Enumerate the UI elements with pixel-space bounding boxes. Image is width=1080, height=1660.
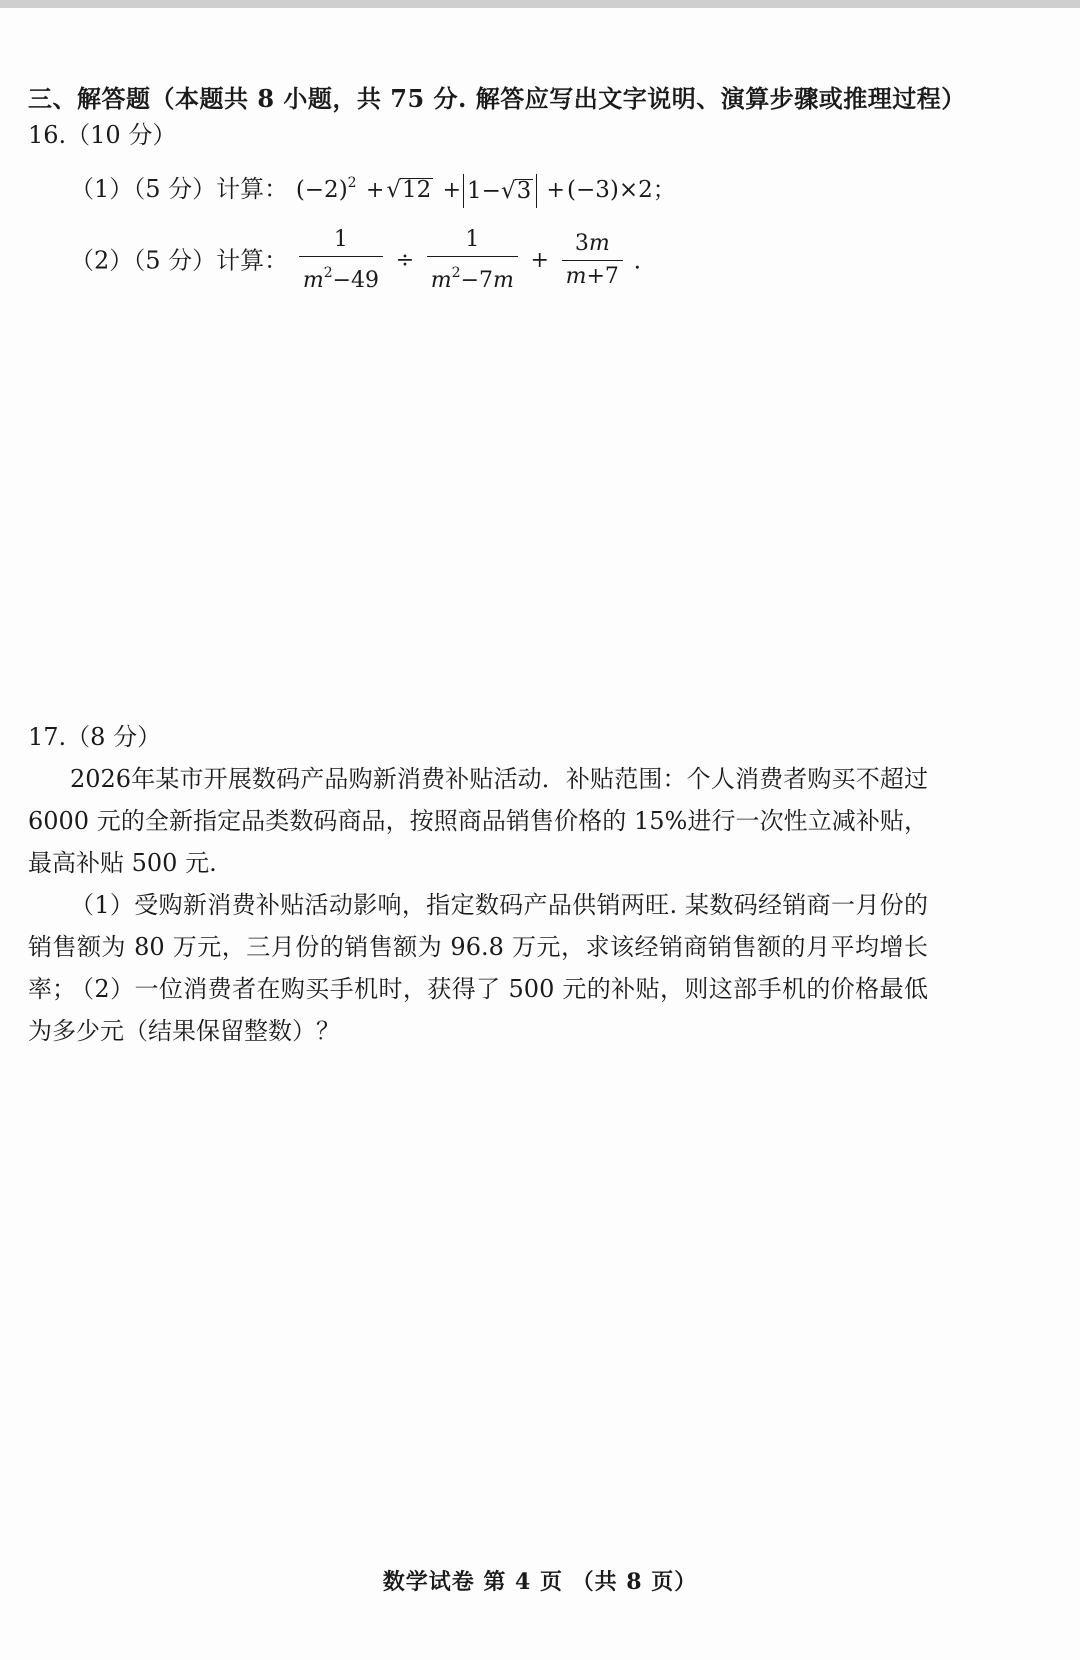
question-17-number: 17.（8 分） [28,723,162,751]
scan-top-edge [0,0,1080,8]
question-16-part-1 [70,168,676,208]
fraction-denominator [299,257,383,295]
page-footer: 数学试卷 第 4 页 （共 8 页） [382,1569,698,1595]
fraction-2 [427,226,518,295]
fraction-numerator [562,230,623,261]
part-1-label: （1）（5 分）计算： [70,175,289,203]
variable: m [302,268,324,293]
expr-end: . [633,246,642,275]
radicand: 12 [402,177,432,203]
abs-inner-text: 1− [467,178,501,204]
question-17-part-1: （1）受购新消费补贴活动影响，指定数码产品供销两旺. 某数码经销商一月份的销售额为 80 万元，三月份的销售额为 96.8 万元，求该经销商销售额的月平均增长率； [28,891,928,1003]
fraction-numerator: 1 [299,226,383,257]
radical-sign: √ [386,177,401,203]
expr-base: (−2) [295,177,348,203]
plus-sign: + [365,178,385,203]
radical-sign: √ [500,178,516,204]
variable: m [565,264,587,289]
term: +7 [586,264,619,289]
question-17-intro: 2026年某市开展数码产品购新消费补贴活动．补贴范围：个人消费者购买不超过6000 元的全新指定品类数码商品，按照商品销售价格的 15%进行一次性立减补贴，最高补贴 500 元. [28,765,928,877]
expr-end: ； [652,177,676,203]
term: −7 [460,268,493,293]
part-2-label: （2）（5 分）计算： [70,246,289,275]
radicand: 3 [516,178,532,204]
fraction-3 [562,230,623,291]
plus-sign: + [546,178,565,203]
plus-sign: + [530,247,549,273]
variable: m [430,268,452,293]
exponent: 2 [451,265,461,281]
expr-tail: (−3)×2 [566,177,653,203]
variable: m [493,268,514,293]
fraction-1 [299,226,383,295]
term: −49 [332,268,380,293]
fraction-denominator [427,257,518,295]
section-heading: 三、解答题（本题共 8 小题，共 75 分. 解答应写出文字说明、演算步骤或推理过程） [28,84,966,113]
variable: m [588,231,610,256]
absolute-value [463,174,537,208]
question-16-number: 16.（10 分） [28,121,177,149]
divide-sign: ÷ [395,247,415,273]
fraction-denominator [562,261,623,291]
question-17-part-2: （2）一位消费者在购买手机时，获得了 500 元的补贴，则这部手机的价格最低为多少元（结果保留整数）？ [28,975,928,1045]
coefficient: 3 [574,231,589,256]
fraction-numerator: 1 [427,226,518,257]
part-1-expression [296,177,676,203]
expr-exponent: 2 [347,175,357,191]
question-16-part-2 [70,226,642,293]
exponent: 2 [323,265,333,281]
plus-sign: + [442,178,462,203]
